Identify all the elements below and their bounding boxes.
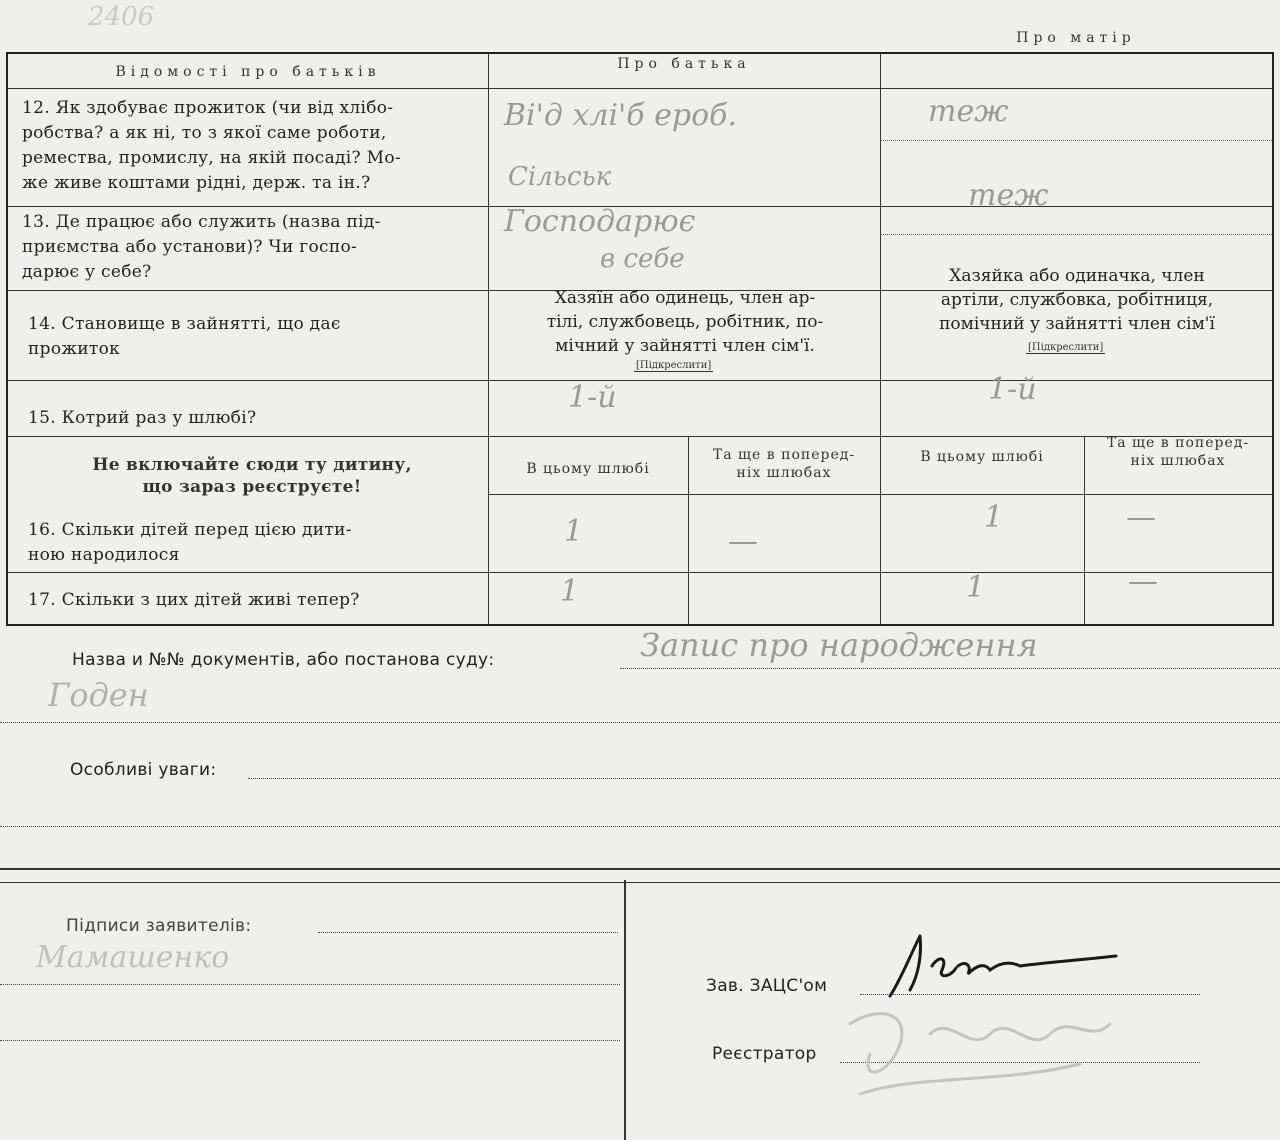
answer-16-father-prev: — (728, 524, 758, 559)
question-13: 13. Де працює або служить (назва під- приємства або установи)? Чи госпо- дарює у себе? (22, 212, 381, 282)
applicants-line-3 (0, 1040, 620, 1041)
mother-employment-options[interactable]: Хазяйка або одиначка, член артіли, службовка, робітниця, помічний у зайнятті член сім'ї (939, 266, 1215, 334)
sub-prev-marriages-father: Та ще в поперед- ніх шлюбах (712, 447, 856, 481)
remarks-line (248, 778, 1280, 779)
applicants-handwriting: Мамашенко (36, 940, 230, 975)
signature-divider (624, 880, 626, 1140)
documents-line-2 (0, 722, 1280, 723)
documents-handwriting: Запис про народження (640, 626, 1038, 664)
row-rule (8, 380, 1272, 381)
question-15: 15. Котрий раз у шлюбі? (28, 408, 257, 428)
remarks-line-2 (0, 826, 1280, 827)
answer-15-father: 1-й (568, 380, 617, 415)
question-12: 12. Як здобуває прожиток (чи від хлібо- робства? а як ні, то з якої саме роботи, ремества, промислу, на якій посаді? Мо- же живе коштами рідні, держ. та ін.? (22, 98, 401, 193)
answer-17-mother-prev: — (1128, 564, 1158, 599)
column-divider (688, 436, 689, 624)
answer-17-mother-this: 1 (966, 570, 986, 605)
question-14: 14. Становище в зайнятті, що дає прожиток (28, 314, 341, 359)
section-rule-2 (0, 882, 1280, 883)
row-rule (8, 572, 1272, 573)
answer-13-father-line2: в себе (600, 244, 685, 274)
header-info: Відомості про батьків (115, 64, 381, 80)
answer-16-mother-this: 1 (984, 500, 1004, 535)
father-employment-options[interactable]: Хазяїн або одинець, член ар- тілі, службовець, робітник, по- мічний у зайнятті член сім'ї. (546, 288, 824, 356)
head-label: Зав. ЗАЦС'ом (706, 976, 828, 996)
registrar-label: Реєстратор (712, 1044, 817, 1064)
children-note: Не включайте сюди ту дитину, що зараз реєструєте! (92, 455, 412, 497)
sub-this-marriage-mother: В цьому шлюбі (920, 449, 1044, 465)
applicants-line (318, 932, 618, 933)
column-divider (488, 54, 489, 624)
header-father: Про батька (617, 56, 751, 72)
row-rule (488, 494, 1272, 495)
question-16: 16. Скільки дітей перед цією дити- ною народилося (28, 520, 352, 565)
column-divider (1084, 436, 1085, 624)
answer-12-mother: теж (928, 94, 1009, 129)
answer-16-mother-prev: — (1126, 500, 1156, 535)
registrar-signature (840, 994, 1120, 1114)
documents-line (620, 668, 1280, 669)
underline-note-mother: [Підкреслити] (1028, 342, 1104, 353)
section-rule (0, 868, 1280, 870)
question-17: 17. Скільки з цих дітей живі тепер? (28, 590, 360, 610)
row-dotted-rule (880, 140, 1272, 141)
answer-12-father-line2: Сільськ (508, 162, 612, 192)
applicants-line-2 (0, 984, 620, 985)
header-rule (8, 88, 1272, 89)
row-dotted-rule (880, 234, 1272, 235)
underline-note-father: [Підкреслити] (636, 360, 712, 371)
answer-13-mother: теж (968, 178, 1049, 213)
answer-12-father: Ві'д хлі'б ероб. (504, 98, 738, 133)
answer-13-father: Господарює (504, 204, 696, 239)
applicants-label: Підписи заявителів: (66, 916, 252, 936)
remarks-label: Особливі уваги: (70, 760, 217, 780)
sub-this-marriage-father: В цьому шлюбі (526, 461, 650, 477)
archive-corner-mark: 2406 (88, 2, 155, 32)
sub-prev-marriages-mother: Та ще в поперед- ніх шлюбах (1106, 435, 1250, 469)
documents-label: Назва и №№ документів, або постанова суду: (72, 650, 495, 670)
answer-17-father-this: 1 (560, 574, 580, 609)
row-rule (8, 436, 1272, 437)
header-mother: Про матір (1016, 30, 1136, 46)
answer-16-father-this: 1 (564, 514, 584, 549)
parents-info-table (6, 30, 1274, 626)
answer-15-mother: 1-й (988, 372, 1037, 407)
documents-handwriting-line2: Годен (48, 676, 149, 714)
